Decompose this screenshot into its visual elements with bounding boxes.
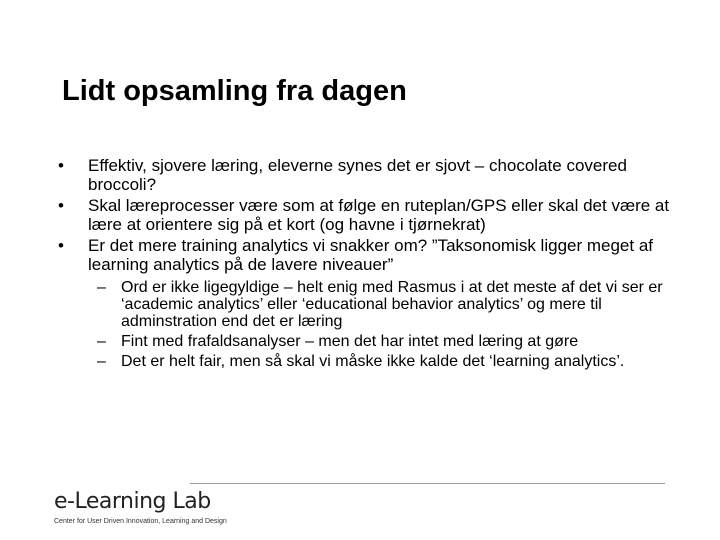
bullet-text: Effektiv, sjovere læring, eleverne synes det er sjovt – chocolate covered broccoli? bbox=[88, 156, 627, 194]
sub-bullet-item bbox=[88, 279, 678, 330]
bullet-text: Skal læreprocesser være som at følge en ruteplan/GPS eller skal det være at lære at orientere sig på et kort (og havne i tjørnekrat) bbox=[88, 196, 670, 234]
sub-bullet-marker: – bbox=[97, 279, 106, 296]
sub-bullet-text: Ord er ikke ligegyldige – helt enig med Rasmus i at det meste af det vi ser er ‘academic analytics’ eller ‘educational behavior analytics’ og mere til adminstration end det er læring bbox=[121, 279, 663, 330]
logo-subtitle: Center for User Driven Innovation, Learning and Design bbox=[54, 518, 227, 525]
logo-text: e-Learning Lab bbox=[54, 489, 211, 514]
bullet-list bbox=[58, 156, 678, 373]
sub-bullet-text: Fint med frafaldsanalyser – men det har intet med læring at gøre bbox=[121, 333, 579, 350]
bullet-text: Er det mere training analytics vi snakker om? ”Taksonomisk ligger meget af learning analytics på de lavere niveauer” bbox=[88, 236, 654, 274]
elearning-lab-logo bbox=[54, 490, 264, 530]
bullet-marker: • bbox=[58, 156, 64, 175]
sub-bullet-item bbox=[88, 333, 678, 350]
sub-bullet-marker: – bbox=[97, 333, 106, 350]
slide-title: Lidt opsamling fra dagen bbox=[62, 75, 407, 107]
bullet-marker: • bbox=[58, 196, 64, 215]
sub-bullet-item bbox=[88, 353, 678, 370]
footer-divider bbox=[190, 483, 665, 484]
sub-bullet-list bbox=[88, 279, 678, 370]
bullet-item bbox=[58, 196, 678, 234]
sub-bullet-text: Det er helt fair, men så skal vi måske ikke kalde det ‘learning analytics’. bbox=[121, 353, 625, 370]
bullet-marker: • bbox=[58, 236, 64, 255]
sub-bullet-marker: – bbox=[97, 353, 106, 370]
bullet-item bbox=[58, 156, 678, 194]
bullet-item bbox=[58, 236, 678, 370]
